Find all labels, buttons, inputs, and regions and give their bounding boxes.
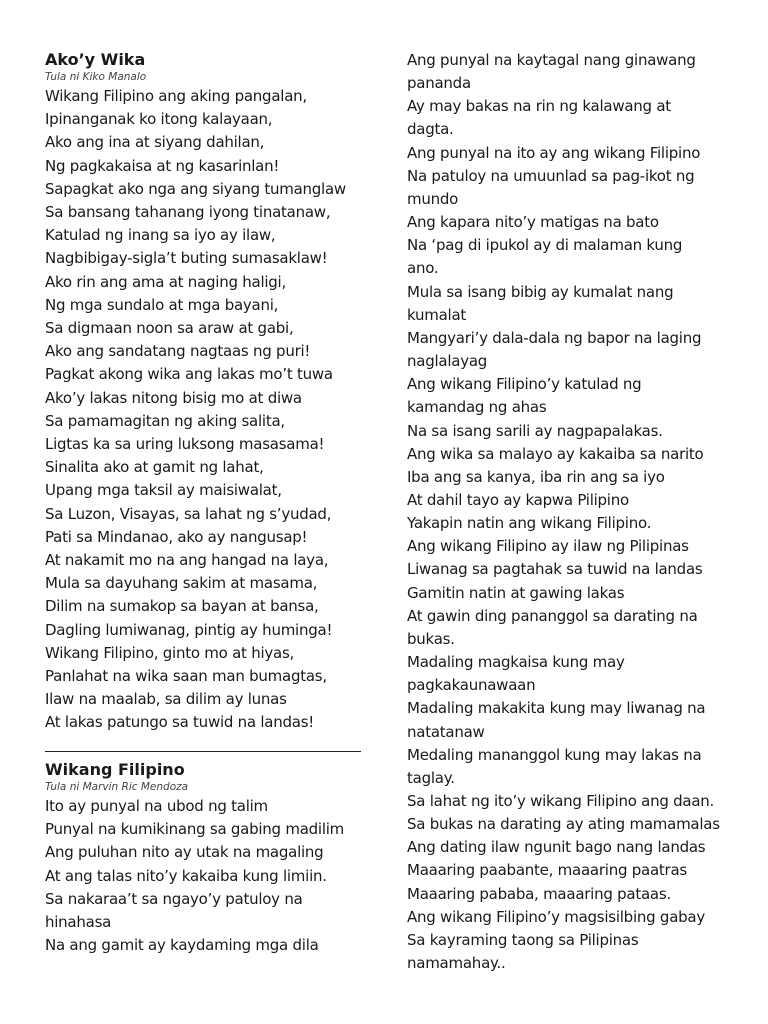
poem-line: Maaaring paabante, maaaring paatras <box>407 861 687 880</box>
poem-line: Dilim na sumakop sa bayan at bansa, <box>45 597 319 616</box>
poem-line: Ang punyal na ito ay ang wikang Filipino <box>407 143 701 162</box>
poem-line: Pati sa Mindanao, ako ay nangusap! <box>45 527 308 546</box>
poem-line: Iba ang sa kanya, iba rin ang sa iyo <box>407 467 665 486</box>
poem-line: Ilaw na maalab, sa dilim ay lunas <box>45 690 287 709</box>
poem-line: Sa bansang tahanang iyong tinatanaw, <box>45 203 331 222</box>
poem-line: Punyal na kumikinang sa gabing madilim <box>45 820 345 839</box>
poem-ako-y-wika <box>45 50 365 735</box>
poem-line: Ng mga sundalo at mga bayani, <box>45 295 279 314</box>
poem-lines <box>407 49 747 975</box>
poem-line: Ay may bakas na rin ng kalawang at dagta. <box>407 97 671 139</box>
poem-line: Madaling makakita kung may liwanag na natatanaw <box>407 699 706 741</box>
poem-line: Ang dating ilaw ngunit bago nang landas <box>407 838 706 857</box>
poem-line: Ang kapara nito’y matigas na bato <box>407 213 659 232</box>
poem-line: Pagkat akong wika ang lakas mo’t tuwa <box>45 365 333 384</box>
poem-line: Sa kayraming taong sa Pilipinas namamahay.. <box>407 930 639 973</box>
poem-line: Sa lahat ng ito’y wikang Filipino ang daan. <box>407 792 715 810</box>
poem-author: Tula ni Marvin Ric Mendoza <box>45 781 189 793</box>
poem-line: Sa digmaan noon sa araw at gabi, <box>45 319 294 338</box>
poem-line: Panlahat na wika saan man bumagtas, <box>45 667 327 686</box>
poem-line: At lakas patungo sa tuwid na landas! <box>45 713 315 732</box>
poem-author: Tula ni Kiko Manalo <box>45 71 147 83</box>
poem-line: Mula sa dayuhang sakim at masama, <box>45 574 318 593</box>
poem-line: Sa pamamagitan ng aking salita, <box>45 411 285 430</box>
poem-line: Sa bukas na darating ay ating mamamalas <box>407 815 720 834</box>
poem-line: Sa nakaraa’t sa ngayo’y patuloy na hinahasa <box>45 889 303 932</box>
poem-line: Yakapin natin ang wikang Filipino. <box>407 514 652 533</box>
poem-line: At dahil tayo ay kapwa Pilipino <box>407 490 629 509</box>
poem-line: Ako ang ina at siyang dahilan, <box>45 133 265 152</box>
poem-line: Ang wikang Filipino ay ilaw ng Pilipinas <box>407 537 689 556</box>
section-divider <box>45 751 361 752</box>
poem-line: Dagling lumiwanag, pintig ay huminga! <box>45 620 333 639</box>
poem-line: Ako ang sandatang nagtaas ng puri! <box>45 342 311 361</box>
poem-line: Ako rin ang ama at naging haligi, <box>45 272 286 291</box>
poem-line: Upang mga taksil ay maisiwalat, <box>45 481 282 500</box>
poem-title: Ako’y Wika <box>45 50 146 69</box>
poem-line: Wikang Filipino, ginto mo at hiyas, <box>45 643 295 662</box>
poem-line: Sapagkat ako nga ang siyang tumanglaw <box>45 179 346 198</box>
poem-line: Sinalita ako at gamit ng lahat, <box>45 458 264 477</box>
poem-line: Ng pagkakaisa at ng kasarinlan! <box>45 156 280 175</box>
poem-line: Mangyari’y dala-dala ng bapor na laging naglalayag <box>407 328 702 371</box>
poem-line: Maaaring pababa, maaaring pataas. <box>407 884 671 903</box>
poem-line: Katulad ng inang sa iyo ay ilaw, <box>45 226 276 245</box>
poem-lines <box>45 795 365 957</box>
poem-line: Ang puluhan nito ay utak na magaling <box>45 843 324 862</box>
poem-line: Ang wikang Filipino’y katulad ng kamandag ng ahas <box>407 375 642 417</box>
poem-line: At ang talas nito’y kakaiba kung limiin. <box>45 866 327 885</box>
poem-line: Medaling mananggol kung may lakas na taglay. <box>407 745 702 787</box>
poem-line: Ang wikang Filipino’y magsisilbing gabay <box>407 907 705 926</box>
poem-line: Wikang Filipino ang aking pangalan, <box>45 87 307 105</box>
poem-line: Liwanag sa pagtahak sa tuwid na landas <box>407 560 703 579</box>
poem-line: Ako’y lakas nitong bisig mo at diwa <box>45 388 302 407</box>
poem-line: Mula sa isang bibig ay kumalat nang kumalat <box>407 282 674 324</box>
poem-wikang-filipino <box>45 760 365 957</box>
poem-line: Ito ay punyal na ubod ng talim <box>45 797 268 815</box>
poem-lines <box>45 85 365 735</box>
poem-line: Ang wika sa malayo ay kakaiba sa narito <box>407 444 704 463</box>
poem-line: Sa Luzon, Visayas, sa lahat ng s’yudad, <box>45 504 332 523</box>
poem-line: Na ang gamit ay kaydaming mga dila <box>45 936 319 955</box>
poem-line: Na patuloy na umuunlad sa pag-ikot ng mundo <box>407 166 695 208</box>
poem-line: At gawin ding pananggol sa darating na bukas. <box>407 606 698 648</box>
poem-line: Gamitin natin at gawing lakas <box>407 583 625 602</box>
poem-line: Ang punyal na kaytagal nang ginawang pananda <box>407 51 696 93</box>
poem-line: Ligtas ka sa uring luksong masasama! <box>45 435 325 454</box>
poem-wikang-filipino-continued <box>407 49 747 975</box>
poem-line: Na ‘pag di ipukol ay di malaman kung ano. <box>407 236 683 278</box>
poem-line: At nakamit mo na ang hangad na laya, <box>45 551 329 570</box>
poem-line: Na sa isang sarili ay nagpapalakas. <box>407 421 663 440</box>
poem-line: Ipinanganak ko itong kalayaan, <box>45 110 273 129</box>
poem-line: Madaling magkaisa kung may pagkakaunawaan <box>407 653 625 695</box>
poem-line: Nagbibigay-sigla’t buting sumasaklaw! <box>45 249 328 268</box>
poem-title: Wikang Filipino <box>45 760 185 779</box>
